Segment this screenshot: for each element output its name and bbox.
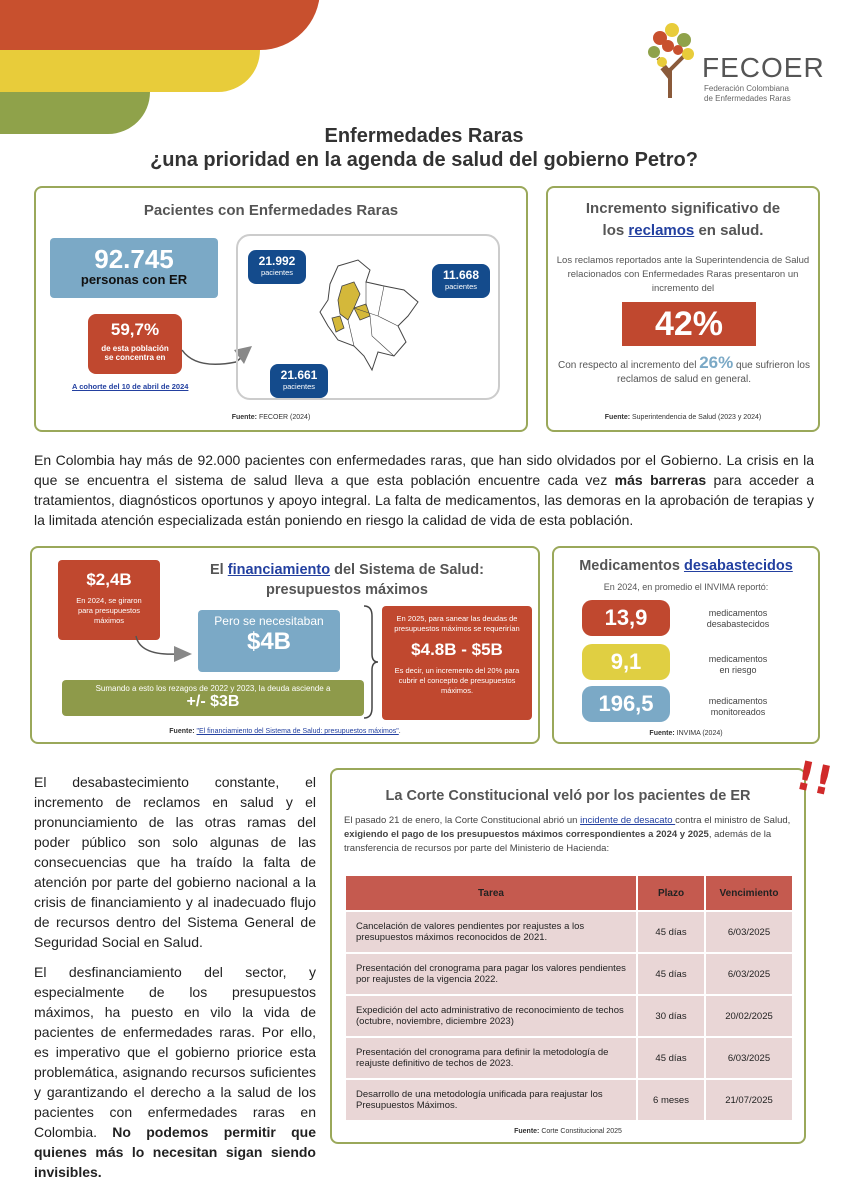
total-patients-label: personas con ER — [80, 272, 188, 287]
intro-bold: más barreras — [614, 472, 707, 488]
y2025-value: $4.8B - $5B — [411, 640, 503, 659]
finance-source-link[interactable]: "El financiamiento del Sistema de Salud: presupuestos máximos" — [196, 728, 399, 735]
due-cell: 6/03/2025 — [706, 1038, 792, 1078]
due-cell: 21/07/2025 — [706, 1080, 792, 1120]
meds-source-label: Fuente: — [649, 730, 675, 737]
claims-desc: Los reclamos reportados ante la Superintendencia de Salud relacionados con Enfermedades Raras presentaron un incremento del — [556, 255, 810, 294]
total-patients-value: 92.745 — [94, 244, 174, 274]
meds-card — [552, 546, 820, 744]
meds-shortage-value: 13,9 — [582, 600, 670, 636]
region-1-label: pacientes — [260, 268, 294, 277]
task-cell: Presentación del cronograma para pagar los valores pendientes por reajustes de la vigencia 2022. — [346, 954, 636, 994]
y2025-box — [382, 606, 532, 720]
col-header-due: Vencimiento — [706, 876, 792, 910]
left-paragraph-2 — [34, 962, 316, 1182]
table-row — [346, 1038, 792, 1078]
finance-title-pre: El — [210, 562, 224, 578]
task-cell: Expedición del acto administrativo de reconocimiento de techos (octubre, noviembre, diciembre 2023) — [346, 996, 636, 1036]
task-cell: Desarrollo de una metodología unificada para reajustar los Presupuestos Máximos. — [346, 1080, 636, 1120]
col-header-term: Plazo — [638, 876, 704, 910]
meds-monitored-label-1: medicamentos — [708, 696, 768, 706]
region-3-value: 21.661 — [280, 368, 318, 382]
header-wave-rust — [0, 0, 320, 50]
claims-compare-post: que sufrieron los reclamos de salud en general. — [617, 360, 810, 385]
finance-source-label: Fuente: — [169, 728, 195, 735]
y2025-note: Es decir, un incremento del 20% para cubrir el concepto de presupuestos máximos. — [394, 666, 520, 695]
court-text-2: contra el ministro de Salud, — [675, 815, 791, 826]
region-2-value: 11.668 — [442, 268, 480, 282]
claims-pct: 42% — [622, 302, 756, 346]
patients-source — [36, 414, 506, 421]
org-name: FECOER — [702, 52, 825, 83]
court-table-wrap — [344, 874, 794, 1122]
tree-logo-icon — [640, 18, 700, 98]
header-wave-yellow — [0, 50, 260, 92]
court-text-1: El pasado 21 de enero, la Corte Constitucional abrió un — [344, 815, 581, 826]
finance-title-link[interactable]: financiamiento — [227, 562, 331, 578]
task-cell: Cancelación de valores pendientes por reajustes a los presupuestos máximos reconocidos de 2021. — [346, 912, 636, 952]
needed-box — [198, 610, 340, 672]
debt-value: +/- $3B — [186, 693, 240, 710]
claims-compare — [556, 353, 812, 387]
court-source — [332, 1128, 804, 1135]
org-subtitle-2: de Enfermedades Raras — [704, 94, 791, 103]
claims-title-link[interactable]: reclamos — [628, 222, 695, 239]
table-row — [346, 954, 792, 994]
term-cell: 30 días — [638, 996, 704, 1036]
meds-title-link[interactable]: desabastecidos — [683, 558, 793, 574]
patients-card — [34, 186, 528, 432]
y2025-label: En 2025, para sanear las deudas de presupuestos máximos se requerirían — [394, 614, 520, 633]
court-text-3: , además de la transferencia de recursos por parte del Ministerio de Hacienda: — [344, 829, 772, 854]
left-paragraph-1: El desabastecimiento constante, el incremento de reclamos en salud y el pronunciamiento de las otras ramas del poder público son solo algunas de las consecuencias que ha traído la falta de atención por parte del gobierno nacional a la crisis de financiamiento y al inadecuado flujo de recursos dentro del Sistema General de Seguridad Social en Salud. — [34, 774, 316, 950]
concentration-label-2: se concentra en — [104, 353, 166, 362]
claims-title-los: los — [602, 222, 625, 239]
finance-source — [32, 728, 538, 735]
intro-text-2: para acceder a tratamientos, diagnósticos oportunos y apoyo integral. La falta de medicamentos, las demoras en la aprobación de terapias y la limitada atención especializada están poniendo en riesgo la calidad de vida de esta población. — [34, 472, 814, 528]
given-box — [58, 560, 160, 640]
table-row — [346, 996, 792, 1036]
needed-value: $4B — [246, 628, 292, 655]
given-label: En 2024, se giraron para presupuestos máximos — [76, 596, 142, 625]
concentration-label-1: de esta población — [101, 344, 169, 353]
page-title-line2: ¿una prioridad en la agenda de salud del gobierno Petro? — [150, 149, 698, 171]
meds-title-pre: Medicamentos — [579, 558, 680, 574]
debt-label: Sumando a esto los rezagos de 2022 y 2023, la deuda asciende a — [95, 684, 331, 693]
region-3-badge — [270, 364, 328, 398]
court-text — [344, 814, 794, 856]
claims-compare-pre: Con respecto al incremento del — [558, 360, 697, 371]
intro-text-1: En Colombia hay más de 92.000 pacientes con enfermedades raras, que han sido olvidados por el Gobierno. La crisis en la que se encuentra el sistema de salud lleva a que esta población encuentre cada vez — [34, 452, 814, 488]
concentration-pct: 59,7% — [110, 320, 160, 339]
claims-source — [548, 414, 818, 421]
debt-box — [62, 680, 364, 716]
claims-title-pre: Incremento significativo de — [585, 200, 781, 217]
org-subtitle-1: Federación Colombiana — [704, 84, 789, 93]
concentration-box — [88, 314, 182, 374]
left-paragraph-2-text: El desfinanciamiento del sector, y especialmente de los presupuestos máximos, ha puesto en vilo la vida de pacientes de enfermedades raras. Por ello, es imperativo que el gobierno priorice esta problemática, asignando recursos suficientes y garantizando el derecho a la salud de los pacientes con enfermedades raras en Colombia. — [34, 964, 316, 1140]
total-patients-box — [50, 238, 218, 298]
claims-title — [548, 198, 818, 242]
court-title: La Corte Constitucional veló por los pacientes de ER — [385, 788, 751, 804]
claims-source-label: Fuente: — [604, 414, 631, 421]
patients-title: Pacientes con Enfermedades Raras — [143, 202, 399, 219]
claims-source-text: Superintendencia de Salud (2023 y 2024) — [632, 414, 762, 421]
meds-source — [554, 730, 818, 737]
cohort-link[interactable]: A cohorte del 10 de abril de 2024 — [72, 382, 189, 391]
region-2-label: pacientes — [444, 282, 478, 291]
court-bold: exigiendo el pago de los presupuestos máximos correspondientes a 2024 y 2025 — [344, 829, 709, 840]
court-link[interactable]: incidente de desacato — [580, 815, 676, 826]
finance-card — [30, 546, 540, 744]
meds-source-text: INVIMA (2024) — [676, 730, 723, 737]
court-table — [344, 874, 794, 1122]
claims-title-post: en salud. — [698, 222, 764, 239]
alert-icon: !! — [791, 752, 837, 806]
table-row — [346, 1080, 792, 1120]
meds-risk-value: 9,1 — [582, 644, 670, 680]
meds-monitored-label — [688, 696, 788, 718]
meds-shortage-label-1: medicamentos — [708, 608, 768, 618]
court-source-label: Fuente: — [514, 1128, 540, 1135]
page-title-line1: Enfermedades Raras — [324, 125, 524, 147]
term-cell: 45 días — [638, 1038, 704, 1078]
task-cell: Presentación del cronograma para definir la metodología de reajuste definitivo de techos de 2023. — [346, 1038, 636, 1078]
region-2-badge — [432, 264, 490, 298]
left-paragraph-2-bold: No podemos permitir que quienes más lo necesitan sigan siendo invisibles. — [34, 1124, 316, 1180]
meds-monitored-label-2: monitoreados — [710, 707, 766, 717]
meds-subtitle: En 2024, en promedio el INVIMA reportó: — [603, 582, 769, 592]
intro-paragraph — [34, 450, 814, 530]
patients-source-text: FECOER (2024) — [258, 414, 311, 421]
meds-shortage-label-2: desabastecidos — [706, 619, 770, 629]
court-source-text: Corte Constitucional 2025 — [541, 1128, 622, 1135]
claims-compare-pct: 26% — [699, 353, 734, 372]
meds-risk-label-2: en riesgo — [719, 665, 757, 675]
region-3-label: pacientes — [282, 382, 316, 391]
patients-source-label: Fuente: — [231, 414, 257, 421]
term-cell: 45 días — [638, 912, 704, 952]
region-1-badge — [248, 250, 306, 284]
finance-arrow-icon — [130, 634, 200, 670]
due-cell: 20/02/2025 — [706, 996, 792, 1036]
meds-risk-label-1: medicamentos — [708, 654, 768, 664]
needed-label: Pero se necesitaban — [214, 614, 324, 628]
finance-title — [182, 560, 512, 600]
given-value: $2,4B — [86, 570, 132, 589]
term-cell: 45 días — [638, 954, 704, 994]
table-row — [346, 912, 792, 952]
finance-source-end: . — [398, 728, 401, 735]
finance-title-line2: presupuestos máximos — [266, 582, 428, 598]
court-card — [330, 768, 806, 1144]
meds-shortage-label — [688, 608, 788, 630]
claims-card — [546, 186, 820, 432]
colombia-map-icon — [308, 256, 428, 376]
meds-monitored-value: 196,5 — [582, 686, 670, 722]
meds-risk-label — [688, 654, 788, 676]
due-cell: 6/03/2025 — [706, 912, 792, 952]
due-cell: 6/03/2025 — [706, 954, 792, 994]
region-1-value: 21.992 — [258, 254, 296, 268]
meds-title — [554, 558, 818, 574]
term-cell: 6 meses — [638, 1080, 704, 1120]
col-header-task: Tarea — [346, 876, 636, 910]
finance-title-post: del Sistema de Salud: — [334, 562, 484, 578]
